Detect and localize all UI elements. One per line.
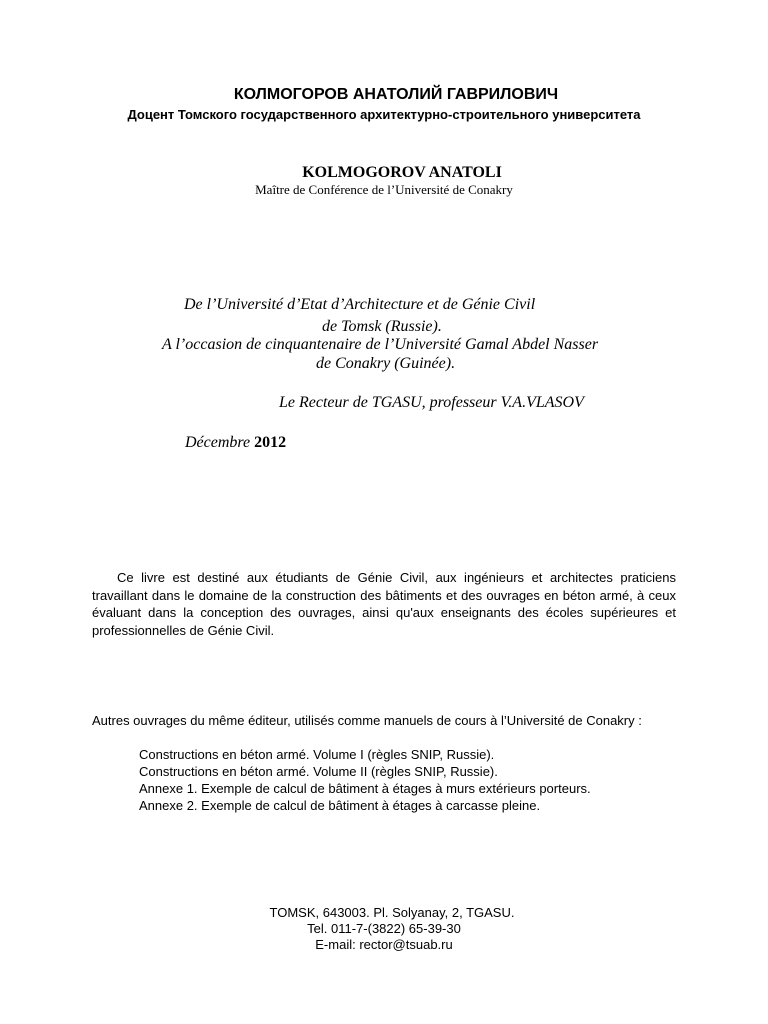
author-position-ru: Доцент Томского государственного архитектурно-строительного университета bbox=[127, 107, 641, 122]
author-name-fr: KOLMOGOROV ANATOLI bbox=[302, 164, 502, 181]
dedication-line-2: de Tomsk (Russie). bbox=[322, 318, 442, 335]
date-line bbox=[185, 434, 286, 452]
list-item: Constructions en béton armé. Volume II (règles SNIP, Russie). bbox=[139, 764, 498, 779]
author-position-fr: Maître de Conférence de l’Université de Conakry bbox=[255, 182, 513, 197]
rector-signature: Le Recteur de TGASU, professeur V.A.VLASOV bbox=[279, 394, 584, 411]
dedication-line-4: de Conakry (Guinée). bbox=[316, 355, 456, 372]
book-description: Ce livre est destiné aux étudiants de Génie Civil, aux ingénieurs et architectes praticiens travaillant dans le domaine de la construction des bâtiments et des ouvrages en béton armé, à ceux évaluant dans la conception des ouvrages, ainsi qu'aux enseignants des écoles supérieures et professionnelles de Génie Civil. bbox=[92, 570, 676, 638]
contact-email: E-mail: rector@tsuab.ru bbox=[315, 937, 453, 952]
date-month: Décembre bbox=[185, 434, 251, 451]
contact-address: TOMSK, 643003. Pl. Solyanay, 2, TGASU. bbox=[269, 905, 515, 920]
author-name-ru: КОЛМОГОРОВ АНАТОЛИЙ ГАВРИЛОВИЧ bbox=[233, 86, 559, 103]
dedication-line-1: De l’Université d’Etat d’Architecture et de Génie Civil bbox=[184, 296, 536, 313]
contact-phone: Tel. 011-7-(3822) 65-39-30 bbox=[307, 921, 461, 936]
list-item: Constructions en béton armé. Volume I (règles SNIP, Russie). bbox=[139, 747, 495, 762]
dedication-line-3: A l’occasion de cinquantenaire de l’Université Gamal Abdel Nasser bbox=[162, 336, 599, 353]
date-year: 2012 bbox=[254, 434, 287, 451]
list-item: Annexe 2. Exemple de calcul de bâtiment à étages à carcasse pleine. bbox=[139, 798, 541, 813]
other-works-list bbox=[139, 746, 591, 814]
list-item: Annexe 1. Exemple de calcul de bâtiment à étages à murs extérieurs porteurs. bbox=[139, 781, 591, 796]
other-works-intro: Autres ouvrages du même éditeur, utilisés comme manuels de cours à l’Université de Conakry : bbox=[92, 713, 642, 728]
